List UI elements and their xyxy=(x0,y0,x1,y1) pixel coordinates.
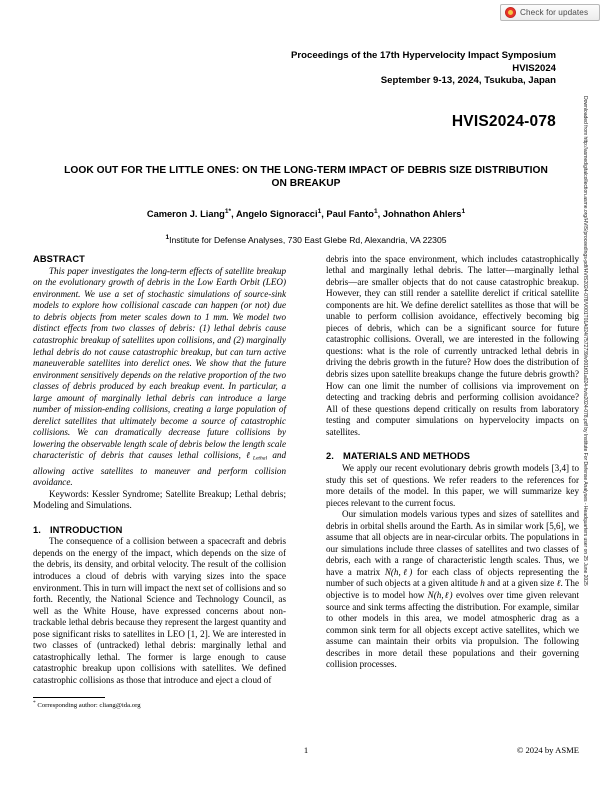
math-variable-7: N(h,ℓ) xyxy=(427,589,453,600)
footnote-text xyxy=(33,701,286,710)
section-heading-introduction xyxy=(33,524,286,536)
footnote-area xyxy=(33,697,286,710)
conference-acronym: HVIS2024 xyxy=(512,62,556,74)
page-title: LOOK OUT FOR THE LITTLE ONES: ON THE LONG-TERM IMPACT OF DEBRIS SIZE DISTRIBUTION ON BREAKUP xyxy=(64,165,548,190)
section-heading-materials-and-methods xyxy=(326,450,579,462)
crossmark-icon xyxy=(505,7,516,18)
keywords-paragraph xyxy=(33,489,286,512)
download-watermark: Downloaded from http://asmedigitalcollection.asme.org/HVIS/proceedings-pdf/HVIS2024-078/V001T01A024/7572739/v001t01a024-hvis2024-078.pdf by Institute For Defense Analyses - Headquarters user on 25 June 2025 xyxy=(582,96,588,586)
footnote-rule xyxy=(33,697,105,698)
check-for-updates-badge[interactable] xyxy=(500,4,600,21)
author-2: Angelo Signoracci$^1$ xyxy=(235,207,322,219)
materials-paragraph-1: We apply our recent evolutionary debris growth models [3,4] to study this set of questions. We refer readers to the references for more details of the model. In this paper, we will summarize key pieces relevant to the current focus. xyxy=(326,462,579,508)
lethal-length-symbol: ℓ$_{Lethal}$ xyxy=(246,450,268,462)
section-title-2: MATERIALS AND METHODS xyxy=(343,451,471,462)
keywords-label: Keywords: xyxy=(49,488,89,499)
conference-date-location: September 9-13, 2024, Tsukuba, Japan xyxy=(380,75,556,87)
author-sep-3: , xyxy=(377,208,383,219)
affiliation-text: Institute for Defense Analyses, 730 East Glebe Rd, Alexandria, VA 22305 xyxy=(169,234,447,245)
lethal-subscript: Lethal xyxy=(252,455,268,462)
footnote-body: Corresponding author: cliang@ida.org xyxy=(37,701,141,709)
page-number: 1 xyxy=(303,745,309,755)
section-number-1: 1. xyxy=(33,524,41,535)
check-for-updates-label: Check for updates xyxy=(520,8,589,17)
abstract-body-tail: and allowing active satellites to maneuver and perform collision avoidance. xyxy=(33,450,286,488)
math-variable-1: N(h,ℓ) xyxy=(384,566,413,577)
math-variable-3: h xyxy=(480,578,485,589)
abstract-heading: ABSTRACT xyxy=(33,254,85,264)
keywords-values: Kessler Syndrome; Satellite Breakup; Lethal debris; Modeling and Simulations. xyxy=(33,488,286,511)
title-block xyxy=(56,164,556,246)
paper-number: HVIS2024-078 xyxy=(451,113,556,130)
author-sep-2: , xyxy=(321,208,327,219)
author-4: Johnathon Ahlers$^1$ xyxy=(382,207,466,219)
author-3: Paul Fanto$^1$ xyxy=(326,207,378,219)
abstract-paragraph xyxy=(33,266,286,489)
introduction-paragraph: The consequence of a collision between a spacecraft and debris depends on the energy of the impact, which depends on the size of the debris, its density, and orbital velocity. The result of the collision introduces a cloud of debris with varying sizes into the space environment. This in turn will impact the next set of collisions and so forth. Recently, the National Science and Technology Council, as well as the White House, have expressed concerns about non-trackable lethal debris because they represent the largest quantity and pose significant risks to satellites in LEO [1, 2]. We are interested in two classes of (untracked) lethal debris: marginally lethal and catastrophically lethal. The former is large enough to cause catastrophic breakup upon collisions with satellites. We defined catastrophic collisions as those that introduce and eject a cloud of xyxy=(33,536,286,685)
right-column-flow xyxy=(326,254,579,671)
introduction-paragraph-continued: debris into the space environment, which includes catastrophically lethal and marginally lethal debris. The latter—marginally lethal debris—are smaller objects that do not cause catastrophic breakup. However, they can still render a satellite derelict if critical satellite components are hit. We define derelict satellites as those that will be unable to perform collision avoidance, effectively becoming big pieces of debris, which can be a significant source for future catastrophic collisions. Overall, we are interested in the following questions: what is the role of currently untracked lethal debris in driving the debris growth in the future? How does the distribution of debris sizes upon satellite breakups change the future debris growth? How can one limit the number of collisions via improvement on detecting and tracking debris and performing collision avoidance? All of these questions depend critically on results from laboratory testing and computer simulations on hypervelocity impacts on satellites. xyxy=(326,253,579,437)
section-number-2: 2. xyxy=(326,451,334,462)
materials-paragraph-2: Our simulation models various types and sizes of satellites and debris in orbital shells around the Earth. As in similar work [5,6], we assume that all objects are in near-circular orbits. The populations in our simulations include three classes of satellites and two classes of debris, each with a range of characteristic length scales. Thus, we have a matrix N(h,ℓ) for each class of objects representing the number of such objects at a given altitude h and at a given size ℓ. The objective is to model how N(h,ℓ) evolves over time given relevant source and sink terms affecting the distribution. For example, similar to other models in this area, we model atmospheric drag as a common sink term for all objects except active satellites, which we assume can maintain their orbits via propulsion. The following describes in more detail these populations and their governing collision processes. xyxy=(326,509,579,670)
author-sep-1: , xyxy=(231,208,236,219)
affiliation: $^1$Institute for Defense Analyses, 730 East Glebe Rd, Alexandria, VA 22305 xyxy=(165,233,447,245)
author-1: Cameron J. Liang$^{1*}$ xyxy=(146,207,232,219)
section-title-1: INTRODUCTION xyxy=(50,524,123,535)
column-right xyxy=(326,253,579,671)
footnote-marker: * xyxy=(33,699,36,706)
conference-name: Proceedings of the 17th Hypervelocity Impact Symposium xyxy=(291,50,556,61)
copyright-notice: © 2024 by ASME xyxy=(516,745,579,755)
author-list xyxy=(56,208,556,220)
column-left xyxy=(33,253,286,687)
math-variable-5: ℓ xyxy=(556,578,561,589)
abstract-body: This paper investigates the long-term effects of satellite breakup on the evolutionary growth of debris in the Low Earth Orbit (LEO) environment. We use a set of stochastic simulations of source-sink models to explore how collisional cascade can happen (or not) due to debris objects from meter scales down to 1 mm. We model two distinct effects from two classes of debris: (1) lethal debris cause catastrophic breakup of satellites upon collisions, and (2) marginally lethal debris do not cause catastrophic breakup, but can turn active maneuverable satellites into derelict ones. We show that the future environment sensitively depends on the relative proportion of the two classes of debris produced by each breakup event. In particular, a large amount of marginally lethal debris can introduce a large number of mission-ending collisions, creating a large population of derelict satellites that ultimately become a source of catastrophic collisions. We can dramatically decrease future collisions by lowering the observable length scale of debris below the length scale characteristic of debris that causes lethal collisions, xyxy=(33,265,286,461)
conference-header xyxy=(56,50,556,88)
